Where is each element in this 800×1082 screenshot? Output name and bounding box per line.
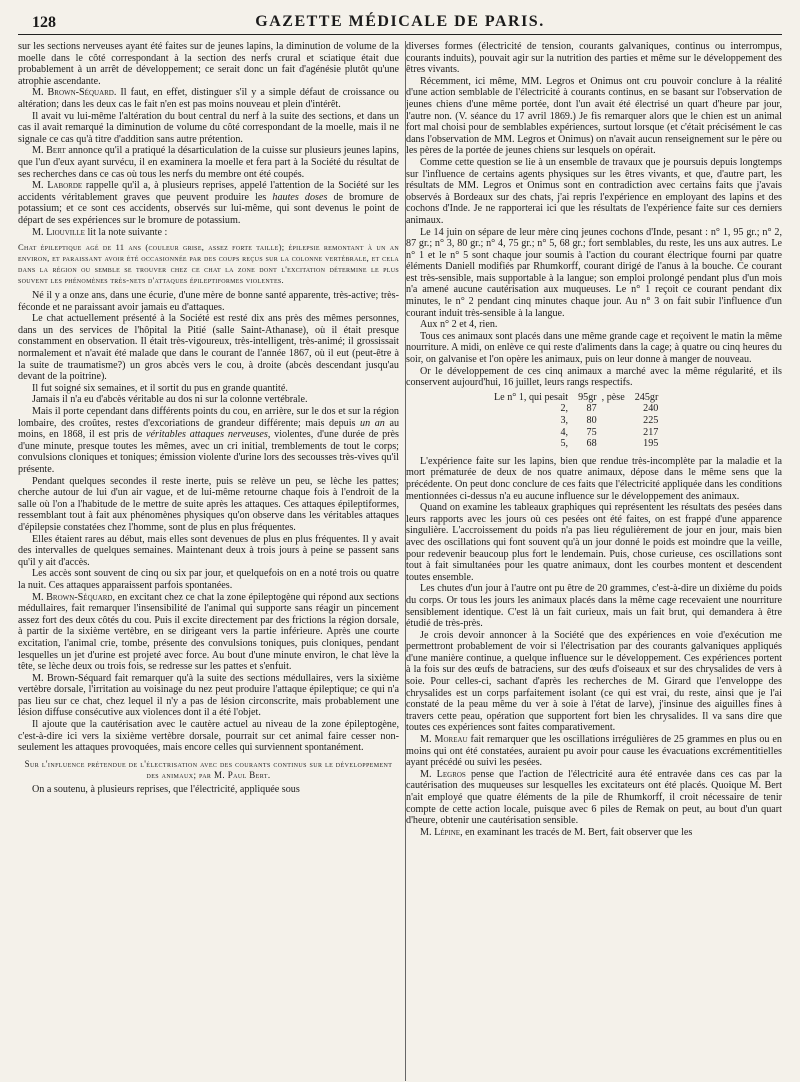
running-title: GAZETTE MÉDICALE DE PARIS. bbox=[255, 13, 545, 30]
paragraph-text: en excitant chez ce chat la zone épileptogène qui répond aux sections médullaires, fait remarquer l'insensibilité de l'animal qui supporte sans réagir un pincement assez fort des deux côtés du cou. Puis il excite directement par des frictions la région dorsale, à partir de la sixième vertèbre, en se dirigeant vers la partie inférieure. Après une courte excitation, l'animal crie, tombe, présente des convulsions toniques, puis cloniques, pendant lesquelles un jet d'urine est projeté avec force. Au bout d'une minute environ, le chat lève la tête, se lèche deux ou trois fois, se redresse sur les pattes et s'enfuit. bbox=[18, 591, 399, 673]
table-row bbox=[494, 415, 663, 427]
paragraph: Je crois devoir annoncer à la Société que des expériences en voie d'exécution me permettront probablement de voir si l'électrisation par des courants galvaniques appliqués d'une manière continue, a quelque influence sur le développement. Ces expériences portent à la fois sur des œufs de batraciens, sur des œufs d'oiseaux et sur des chrysalides de vers à soie. Pour celles-ci, sachant d'après les recherches de M. Girard que l'enveloppe des chrysalides est un corps parfaitement isolant (ce qui est vrai, du reste, ainsi que je l'ai constaté de la peau même du ver à soie à l'état de larve), j'insinue des aiguilles fines à travers cette peau, opération que supportent fort bien les chrysalides. Il va sans dire que toutes ces expériences sont faites comparativement. bbox=[406, 629, 782, 734]
weight-after: 245gr bbox=[634, 391, 659, 403]
paragraph-text: en examinant les tracés de M. Bert, fait observer que les bbox=[462, 826, 693, 838]
weights-label: 5, bbox=[560, 438, 569, 450]
paragraph: Or le développement de ces cinq animaux a marché avec la même régularité, et ils conservent aujourd'hui, 16 juillet, leurs rangs respectifs. bbox=[406, 365, 782, 389]
paragraph bbox=[18, 87, 399, 110]
weight-after: 195 bbox=[643, 438, 659, 450]
left-column bbox=[18, 41, 406, 1081]
case-title: Chat épileptique agé de 11 ans (couleur grise, assez forte taille); épilepsie remontant à un an environ, et paraissant avoir été occasionnée par des coups reçus sur la colonne vertébrale, et cela dans la région ou semble se trouver chez ce chat la zone dont l'excitation détermine le plus souvent les phénomènes très-nets d'attaques épileptiformes violentes. bbox=[18, 242, 399, 286]
paragraph-text: Il faut, en effet, distinguer s'il y a simple défaut de croissance ou altération; dans les deux cas le fait n'en est pas moins nouveau et plein d'intérêt. bbox=[18, 87, 399, 110]
weight-after: 240 bbox=[643, 403, 659, 415]
paragraph-text: pense que l'action de l'électricité aura été entravée dans ces cas par la cautérisation des muqueuses sur lesquelles les excitateurs ont été placés. Quoique M. Bert n'ait employé que quatre éléments de la pile de Rhumkorff, il croit nécessaire de tenir compte de cette action locale, puisque avec 6 piles de Remak on peut, au bout d'un quart d'heure, obtenir une cautérisation sensible. bbox=[406, 768, 782, 827]
paragraph: On a soutenu, à plusieurs reprises, que l'électricité, appliquée sous bbox=[32, 783, 300, 795]
paragraph: Il fut soigné six semaines, et il sortit du pus en grande quantité. bbox=[32, 382, 288, 394]
paragraph: Le 14 juin on sépare de leur mère cinq jeunes cochons d'Inde, pesant : n° 1, 95 gr.; n° 2, 87 gr.; n° 3, 80 gr.; n° 4, 75 gr.; n° 5, 68 gr.; fort semblables, du reste, les uns aux autres. Le n° 1 et le n° 5 sont chaque jour soumis à l'action du courant électrique fourni par quatre éléments Daniell modifiés par Rhumkorff, courant dirigé de l'anus à la bouche. Ce courant est très-sensible, mais supportable à la langue; son emploi prolongé pendant plus d'un mois n'a amené aucune cautérisation aux muqueuses. Le n° 1 reçoit ce courant pendant dix minutes, le n° 2 pendant cinq minutes chaque jour. Au n° 3 on fait subir l'influence d'un courant induit très-sensible à la langue. bbox=[406, 226, 782, 319]
weight-before: 80 bbox=[586, 415, 597, 426]
weight-before: 95gr bbox=[578, 391, 597, 403]
weight-separator: , pèse bbox=[601, 391, 625, 403]
paragraph: Comme cette question se lie à un ensemble de travaux que je poursuis depuis longtemps sur l'influence de certains agents physiques sur les êtres vivants, et que, d'autre part, les résultats de MM. Legros et Onimus sont en contradiction avec certains faits que j'avais observés à Bordeaux sur des chats, j'ai repris l'expérience en employant des lapins et des cochons d'Inde. Je ne rapporterai ici que les résultats de l'expérience faite sur ces derniers animaux. bbox=[406, 156, 782, 226]
weights-label: Le n° 1, qui pesait bbox=[494, 391, 569, 403]
speaker-name: M. Moreau bbox=[420, 734, 468, 746]
weight-after: 225 bbox=[643, 415, 659, 426]
paragraph: M. Brown-Séquard fait remarquer qu'à la suite des sections médullaires, vers la sixième vertèbre dorsale, l'irritation au voisinage du nez peut produire l'attaque épileptique; ce qui n'a pas lieu sur ce chat, chez lequel il n'y a pas de lésion circonscrite, mais probablement une lésion diffuse consécutive aux violences dont il a été l'objet. bbox=[18, 672, 399, 719]
speaker-name: M. Brown-Séquard, bbox=[32, 591, 116, 603]
emphasis: hautes doses bbox=[272, 191, 328, 203]
table-row bbox=[494, 427, 663, 439]
paragraph bbox=[406, 769, 782, 827]
paragraph-text: fait remarquer que les oscillations irrégulières de 25 grammes en plus ou en moins qui ont été constatées, auraient pu avoir pour cause les évacuations excrémentitielles ayant précédé ou suivi les pesées. bbox=[406, 734, 782, 769]
weights-table bbox=[494, 392, 663, 450]
paragraph-text: au moins, en 1868, il est pris de bbox=[18, 417, 400, 441]
paragraph: Les accès sont souvent de cinq ou six par jour, et quelquefois on en a noté trois ou quatre la nuit. Ces attaques apparaissent parfois spontanées. bbox=[18, 568, 399, 591]
columns bbox=[18, 41, 782, 1081]
weights-label: 2, bbox=[560, 403, 569, 415]
paragraph: Il ajoute que la cautérisation avec le cautère actuel au niveau de la zone épileptogène, c'est-à-dire ici vers la sixième vertèbre dorsale, pourrait sur cet animal faire cesser non-seulement les attaques provoquées, mais encore celles qui surviennent spontanément. bbox=[18, 719, 399, 754]
weight-separator bbox=[602, 427, 630, 439]
weight-before: 68 bbox=[586, 438, 597, 450]
paragraph bbox=[18, 180, 399, 226]
speaker-name: M. Laborde bbox=[32, 180, 83, 192]
paragraph: Jamais il n'a eu d'abcès véritable au dos ni sur la colonne vertébrale. bbox=[32, 394, 308, 406]
weight-separator bbox=[602, 403, 630, 415]
paragraph: Pendant quelques secondes il reste inerte, puis se relève un peu, se lèche les pattes; cherche autour de lui d'un air vague, et de lui-même retourne chaque fois à l'endroit de la salle où l'on a l'habitude de le mettre de suite après les attaques. Ces attaques épileptiformes, ressemblant tout à fait aux phénomènes physiques qu'on observe dans les véritables attaques d'épilepsie constatées chez l'homme, sont de plus en plus fréquentes. bbox=[18, 475, 399, 533]
paragraph bbox=[18, 227, 399, 239]
paragraph: Il avait vu lui-même l'altération du bout central du nerf à la suite des sections, et dans un cas il avait remarqué la diminution de volume du côté correspondant de la moelle, mais il ne signale ce cas qu'à titre d'addition sans autre prétention. bbox=[18, 110, 399, 145]
page-header bbox=[18, 10, 782, 35]
paragraph: diverses formes (électricité de tension, courants galvaniques, continus ou interrompus, courants induits), pouvait agir sur la nutrition des parties et même sur le développement des êtres vivants. bbox=[406, 41, 782, 76]
paragraph: L'expérience faite sur les lapins, bien que rendue très-incomplète par la maladie et la mort prématurée de deux de nos quatre animaux, dépose dans le même sens que la précédente. On peut donc conclure de ces faits que l'électricité appliquée dans les conditions mentionnées ci-dessus n'a eu aucune influence sur le développement des animaux. bbox=[406, 455, 782, 502]
weights-label: 3, bbox=[560, 415, 569, 426]
weight-before: 87 bbox=[586, 403, 597, 415]
weight-after: 217 bbox=[643, 426, 659, 438]
paragraph: Né il y a onze ans, dans une écurie, d'une mère de bonne santé apparente, très-active; très-féconde et ne paraissant avoir jamais eu d'attaques. bbox=[18, 290, 399, 313]
speaker-name: M. Bert bbox=[32, 145, 66, 157]
paragraph bbox=[406, 827, 782, 839]
paragraph: sur les sections nerveuses ayant été faites sur de jeunes lapins, la diminution de volume de la moelle dans le côté correspondant à la section des nerfs crural et sciatique était due probablement à un arrêt de développement; ce serait donc un fait d'agénésie plutôt qu'une atrophie ascendante. bbox=[18, 41, 399, 87]
right-column bbox=[406, 41, 782, 1081]
paragraph-text: rappelle qu'il a, à plusieurs reprises, appelé l'attention de la Société sur les accidents véritablement graves que peuvent produire les bbox=[18, 180, 400, 203]
paragraph-text: annonce qu'il a pratiqué la désarticulation de la cuisse sur plusieurs jeunes lapins, que l'un d'eux ayant survécu, il en examinera la moelle et fera part à la Société du résultat de ses recherches dans ce cas où tous les nerfs du membre ont été coupés. bbox=[18, 145, 399, 180]
paragraph: Tous ces animaux sont placés dans une même grande cage et reçoivent le matin la même nourriture. A midi, on enlève ce qui reste d'aliments dans la cage; à quatre ou cinq heures du soir, on galvanise et l'on opère les animaux, puis on leur donne à manger de nouveau. bbox=[406, 330, 782, 366]
paragraph bbox=[406, 734, 782, 769]
speaker-name: M. Brown-Séquard. bbox=[32, 87, 117, 99]
paragraph: Elles étaient rares au début, mais elles sont devenues de plus en plus fréquentes. Il y avait des intervalles de quelques semaines. Maintenant deux à trois jours à peine se passent sans qu'il y ait d'accès. bbox=[18, 533, 399, 568]
paragraph: Les chutes d'un jour à l'autre ont pu être de 20 grammes, c'est-à-dire un dixième du poids du corps. Or tous les jours les animaux placés dans la même cage recevaient une nourriture sensiblement identique. C'est là un fait curieux, mais un fait brut, qui demandera à être étudié de très-près. bbox=[406, 583, 782, 630]
paragraph: Quand on examine les tableaux graphiques qui représentent les résultats des pesées dans leurs rapports avec les jours où ces pesées ont été faites, on est frappé d'une apparence singulière. L'accroissement du poids n'a pas lieu régulièrement de jour en jour, mais bien avec des oscillations qui font souvent qu'à un jour donné le poids est moindre que la veille, pour redevenir beaucoup plus fort le lendemain. Puis, chose curieuse, ces oscillations sont tout à fait simultanées pour les quatre animaux, dont les courbes montent et descendent toutes ensemble. bbox=[406, 502, 782, 583]
paragraph bbox=[18, 406, 399, 476]
weight-before: 75 bbox=[586, 426, 597, 438]
paragraph bbox=[18, 592, 399, 673]
emphasis: un an bbox=[360, 417, 385, 429]
paragraph: Récemment, ici même, MM. Legros et Onimus ont cru pouvoir conclure à la réalité d'une action semblable de l'électricité à courants continus, en se basant sur l'observation de jeunes chiens d'une même portée, dont l'un avait été électrisé un quart d'heure par jour, l'autre non. (V. séance du 17 avril 1869.) Je fis remarquer alors que le chien est un animal fort mal choisi pour de semblables expériences, surtout lorsque (et c'était précisément le cas dans l'observation de MM. Legros et Onimus) on n'avait aucun renseignement sur le père ou les pères de la portée de jeunes chiens sur lesquels on opérait. bbox=[406, 75, 782, 157]
paragraph-text: Mais il porte cependant dans différents points du cou, en arrière, sur le dos et sur la région lombaire, des croûtes, restes d'excoriations de grandeur différente; mais depuis bbox=[18, 406, 399, 429]
page-number: 128 bbox=[32, 14, 56, 31]
paragraph bbox=[18, 145, 399, 180]
speaker-name: M. Legros bbox=[420, 768, 466, 780]
weight-separator bbox=[602, 438, 630, 450]
paragraph-text: lit la note suivante : bbox=[84, 226, 168, 238]
table-row bbox=[494, 403, 663, 415]
paragraph-text: , violentes, d'une durée de près d'une minute, presque toutes les mêmes, avec un cri initial, tremblements de tout le corps; convulsions cloniques et toniques; émission violente d'urine lors des secousses très-vives qu'il présente. bbox=[18, 429, 399, 475]
emphasis: véritables attaques nerveuses bbox=[146, 429, 268, 441]
table-row bbox=[494, 392, 663, 404]
section-title: Sur l'influence prétendue de l'électrisation avec des courants continus sur le développement des animaux; par M. Paul Bert. bbox=[24, 758, 393, 780]
paragraph-text: de bromure de potassium; et ce sont ces accidents, observés sur lui-même, qui sont devenus le point de départ de ses expériences sur le bromure de potassium. bbox=[18, 191, 399, 226]
paragraph: Aux n° 2 et 4, rien. bbox=[420, 319, 498, 331]
speaker-name: M. Lépine, bbox=[420, 826, 463, 838]
speaker-name: M. Liouville bbox=[32, 226, 85, 238]
table-row bbox=[494, 438, 663, 450]
weight-separator bbox=[602, 415, 630, 427]
paragraph: Le chat actuellement présenté à la Société est resté dix ans près des mêmes personnes, dans un des services de l'hôpital la Pitié (salle Saint-Athanase), où il était presque constamment en observation. Il était très-vigoureux, très-intelligent, très-animé; il grossissait normalement et n'avait été malade que dans le courant de l'année 1867, où il eut (peut-être à la suite de traumatisme?) un gros abcès vers le cou, à droite (abcès descendant jusqu'au devant de la poitrine). bbox=[18, 313, 399, 383]
weights-label: 4, bbox=[560, 426, 569, 438]
